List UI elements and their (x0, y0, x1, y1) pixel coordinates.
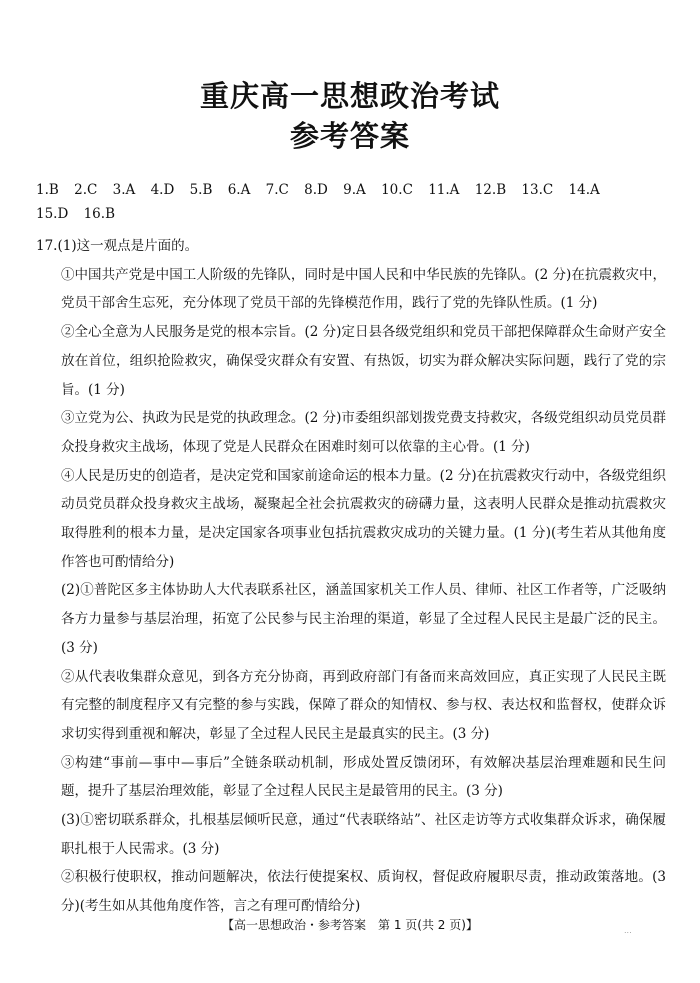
question-17-answers (36, 232, 666, 921)
choice-answer: 8.D (304, 182, 328, 198)
choice-answer: 7.C (265, 182, 289, 198)
choice-answer: 10.C (381, 182, 413, 198)
q17-point: (2)①普陀区多主体协助人大代表联系社区，涵盖国家机关工作人员、律师、社区工作者等，广泛吸纳各方力量参与基层治理，拓宽了公民参与民主治理的渠道，彰显了全过程人民民主是最广泛的民主。(3 分) (61, 582, 666, 656)
page-footer: 【高一思想政治・参考答案 第 1 页(共 2 页)】 (222, 918, 478, 932)
choice-answers (36, 178, 676, 226)
choice-answer: 5.B (189, 182, 213, 198)
q17-point: (3)①密切联系群众，扎根基层倾听民意，通过“代表联络站”、社区走访等方式收集群众诉求，确保履职扎根于人民需求。(3 分) (61, 812, 666, 857)
choice-answer: 14.A (568, 182, 600, 198)
choice-answer: 4.D (150, 182, 175, 198)
page-title: 重庆高一思想政治考试 (199, 79, 500, 113)
choice-answer: 15.D (36, 206, 69, 222)
q17-point: ②全心全意为人民服务是党的根本宗旨。(2 分)定日县各级党组织和党员干部把保障群众生命财产安全放在首位，组织抢险救灾，确保受灾群众有安置、有热饭，切实为群众解决实际问题，践行了党的宗旨。(1 分) (61, 324, 666, 398)
choice-answer: 2.C (74, 182, 98, 198)
choice-answer: 13.C (521, 182, 554, 198)
choice-answer: 11.A (428, 182, 460, 198)
choice-answer: 12.B (474, 182, 507, 198)
choice-answer: 16.B (83, 206, 115, 222)
q17-point: ③立党为公、执政为民是党的执政理念。(2 分)市委组织部划拨党费支持救灾，各级党组织动员党员群众投身救灾主战场，体现了党是人民群众在困难时刻可以依靠的主心骨。(1 分) (61, 410, 666, 455)
q17-point: ①中国共产党是中国工人阶级的先锋队，同时是中国人民和中华民族的先锋队。(2 分)在抗震救灾中，党员干部舍生忘死，充分体现了党员干部的先锋模范作用，践行了党的先锋队性质。(1 分) (61, 266, 666, 312)
q17-part1-intro: 17.(1)这一观点是片面的。 (36, 238, 199, 254)
choice-answer: 6.A (227, 182, 251, 198)
choice-answers-row-1 (36, 178, 676, 202)
corner-mark: ... (624, 926, 632, 935)
choice-answer: 9.A (343, 182, 366, 198)
q17-point: ②积极行使职权，推动问题解决，依法行使提案权、质询权，督促政府履职尽责，推动政策落地。(3 分)(考生如从其他角度作答，言之有理可酌情给分) (61, 869, 666, 915)
q17-point: ②从代表收集群众意见，到各方充分协商，再到政府部门有备而来高效回应，真正实现了人民民主既有完整的制度程序又有完整的参与实践，保障了群众的知情权、参与权、表达权和监督权，使群众诉求切实得到重视和解决，彰显了全过程人民民主是最真实的民主。(3 分) (61, 668, 666, 742)
page-subtitle: 参考答案 (289, 119, 410, 153)
choice-answers-row-2 (36, 202, 676, 226)
q17-point: ④人民是历史的创造者，是决定党和国家前途命运的根本力量。(2 分)在抗震救灾行动中，各级党组织动员党员群众投身救灾主战场，凝聚起全社会抗震救灾的磅礴力量，这表明人民群众是推动抗震救灾取得胜利的根本力量，是决定国家各项事业包括抗震救灾成功的关键力量。(1 分)(考生若从其他角度作答也可酌情给分) (61, 467, 666, 570)
choice-answer: 3.A (112, 182, 136, 198)
q17-point: ③构建“事前—事中—事后”全链条联动机制，形成处置反馈闭环，有效解决基层治理难题和民生问题，提升了基层治理效能，彰显了全过程人民民主是最管用的民主。(3 分) (61, 754, 666, 800)
choice-answer: 1.B (36, 182, 59, 198)
